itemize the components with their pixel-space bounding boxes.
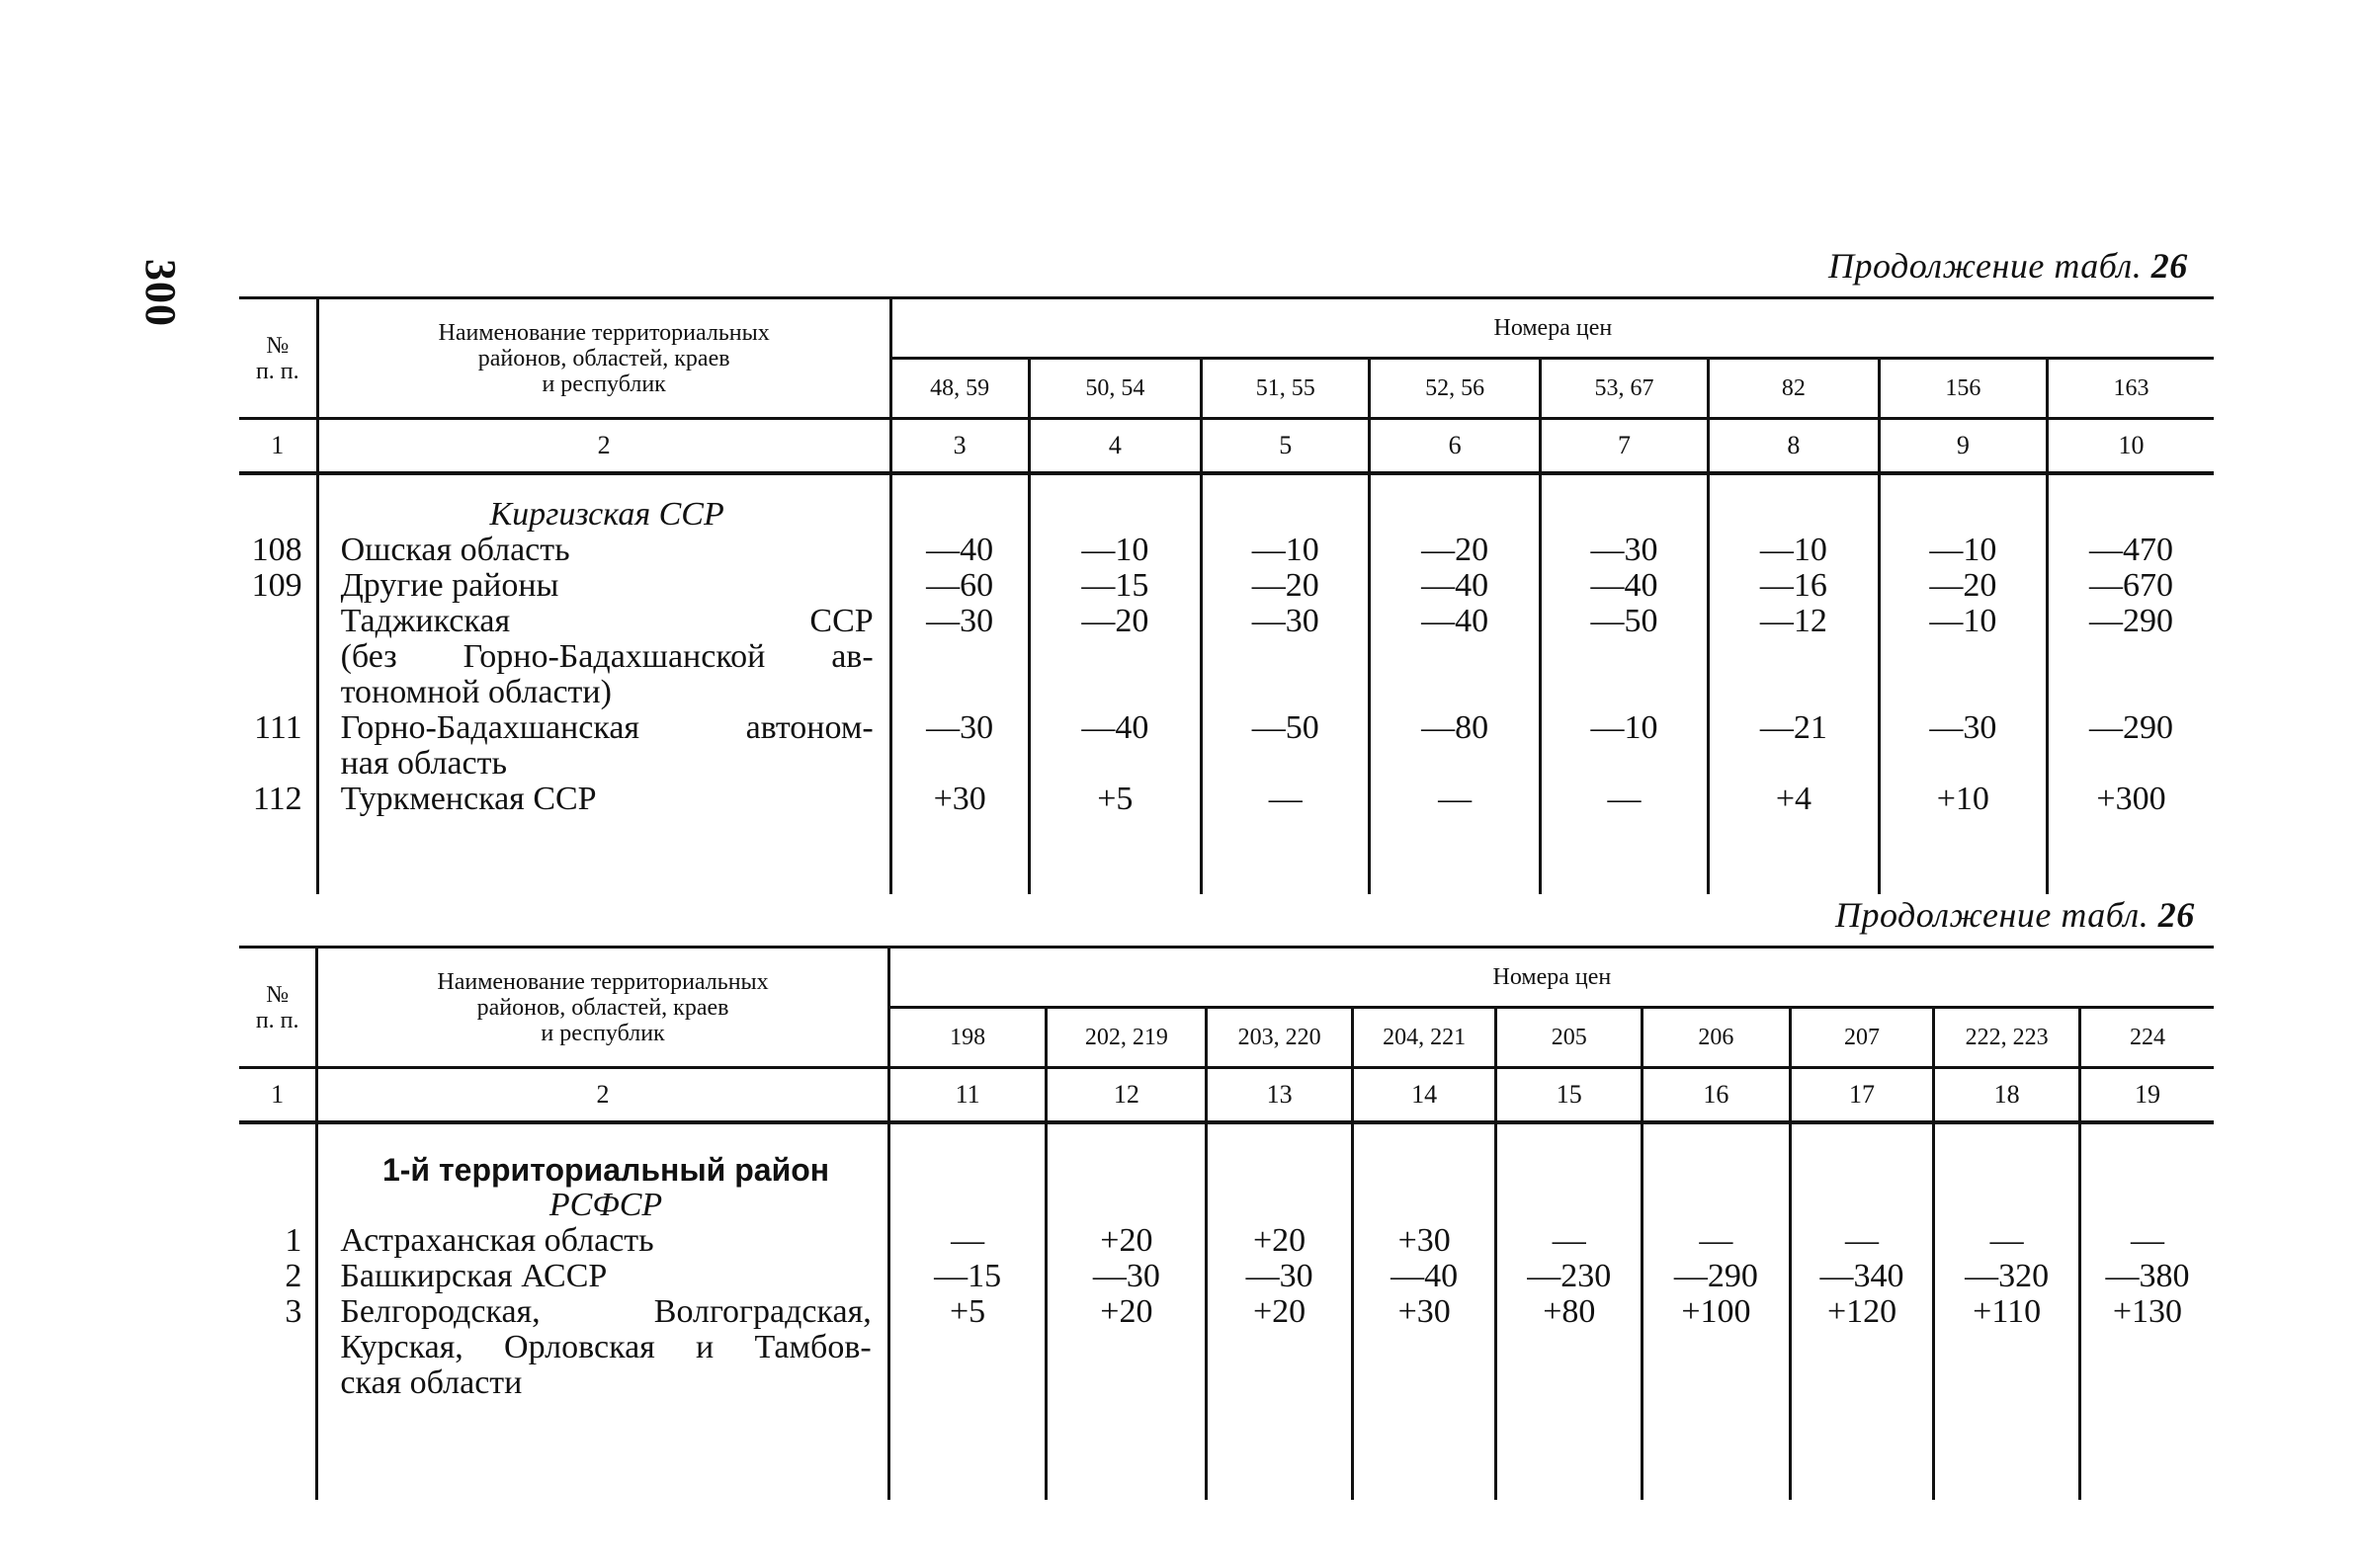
price-value	[1208, 1365, 1351, 1401]
price-value	[1031, 497, 1200, 533]
price-value	[1792, 1365, 1933, 1401]
price-value	[1710, 675, 1877, 710]
price-value: —40	[1390, 1258, 1459, 1294]
price-number: 203, 220	[1207, 1008, 1353, 1068]
price-value	[1935, 1365, 2078, 1401]
price-value	[890, 1365, 1046, 1401]
row-number	[239, 497, 302, 533]
value-column	[1934, 1122, 2080, 1500]
price-number: 207	[1790, 1008, 1934, 1068]
column-index: 2	[317, 1068, 888, 1123]
price-number: 163	[2048, 359, 2215, 419]
row-name: Белгородская, Волгоградская,	[340, 1293, 872, 1330]
price-value: —10	[1929, 603, 1997, 639]
column-index: 1	[239, 1068, 317, 1123]
price-value: —340	[1819, 1258, 1904, 1294]
price-value	[1203, 497, 1368, 533]
price-value: —40	[1421, 603, 1489, 639]
price-value: +5	[1097, 781, 1134, 817]
price-value	[1371, 497, 1538, 533]
price-value	[1497, 1330, 1641, 1365]
price-value: —230	[1527, 1258, 1612, 1294]
row-number: 111	[254, 709, 302, 746]
row-name: Башкирская АССР	[340, 1258, 608, 1294]
value-column	[2048, 473, 2215, 894]
price-number: 51, 55	[1202, 359, 1370, 419]
price-table-2	[239, 946, 2214, 1500]
price-value: —	[1699, 1222, 1733, 1259]
price-value	[2049, 639, 2214, 675]
price-value	[1792, 1330, 1933, 1365]
row-number	[239, 1365, 301, 1401]
price-table-1	[239, 296, 2214, 894]
price-value	[1710, 497, 1877, 533]
price-value: —670	[2089, 567, 2173, 604]
price-value	[1048, 1188, 1205, 1223]
price-value: —60	[926, 567, 994, 604]
price-value: —20	[1081, 603, 1149, 639]
price-value: —30	[926, 603, 994, 639]
price-value	[1354, 1152, 1495, 1188]
price-value	[1935, 1330, 2078, 1365]
column-index: 1	[239, 419, 317, 474]
header-number: № п. п.	[239, 948, 317, 1068]
page-number: 300	[136, 259, 185, 327]
price-value	[1354, 1330, 1495, 1365]
row-name: (без Горно-Бадахшанской ав-	[340, 638, 874, 675]
value-column	[1370, 473, 1540, 894]
column-index: 4	[1029, 419, 1201, 474]
value-column	[1790, 1122, 1934, 1500]
name-column	[317, 1122, 888, 1500]
price-value: —40	[1421, 567, 1489, 604]
price-value: +80	[1543, 1293, 1596, 1330]
price-value	[1710, 639, 1877, 675]
price-value: —470	[2089, 532, 2173, 568]
row-name: Таджикская ССР	[340, 603, 874, 639]
column-index: 11	[888, 1068, 1047, 1123]
row-number	[239, 675, 302, 710]
number-column	[239, 1122, 317, 1500]
row-number	[239, 1330, 301, 1365]
price-value	[1031, 675, 1200, 710]
row-name: РСФСР	[548, 1187, 663, 1223]
value-column	[1207, 1122, 1353, 1500]
header-prices: Номера цен	[888, 948, 2214, 1008]
price-value: —380	[2105, 1258, 2190, 1294]
row-number: 112	[252, 781, 302, 817]
price-value: +110	[1973, 1293, 2042, 1330]
column-index: 16	[1643, 1068, 1791, 1123]
price-value	[1354, 1188, 1495, 1223]
price-value: —80	[1421, 709, 1489, 746]
price-value: —30	[926, 709, 994, 746]
price-value	[1203, 639, 1368, 675]
price-value	[1643, 1365, 1789, 1401]
price-value	[1542, 746, 1707, 782]
value-column	[1352, 1122, 1496, 1500]
column-index: 19	[2079, 1068, 2214, 1123]
column-index: 7	[1540, 419, 1708, 474]
price-value: +120	[1826, 1293, 1897, 1330]
header-prices: Номера цен	[890, 298, 2214, 359]
value-column	[1202, 473, 1370, 894]
price-value: —290	[2089, 603, 2173, 639]
value-column	[888, 1122, 1047, 1500]
price-value	[2049, 746, 2214, 782]
price-value	[1643, 1188, 1789, 1223]
value-column	[1540, 473, 1708, 894]
price-value	[1935, 1188, 2078, 1223]
price-value: —10	[1590, 709, 1658, 746]
price-value: —290	[1673, 1258, 1758, 1294]
price-value: —	[1845, 1222, 1880, 1259]
row-name: Ошская область	[340, 532, 570, 568]
price-value	[892, 497, 1028, 533]
price-value: +30	[933, 781, 986, 817]
row-number: 108	[251, 532, 302, 568]
value-column	[2079, 1122, 2214, 1500]
price-number: 205	[1496, 1008, 1643, 1068]
row-name: Другие районы	[340, 567, 559, 604]
price-number: 198	[888, 1008, 1047, 1068]
row-number	[239, 1152, 301, 1188]
row-name: Киргизская ССР	[489, 496, 724, 533]
row-number: 3	[285, 1293, 302, 1330]
header-name: Наименование территориальных районов, областей, краев и республик	[317, 298, 890, 419]
price-value: +5	[950, 1293, 986, 1330]
price-value: +300	[2096, 781, 2166, 817]
price-value: —10	[1081, 532, 1149, 568]
column-index: 3	[890, 419, 1029, 474]
price-value	[1643, 1330, 1789, 1365]
row-name: Астраханская область	[340, 1222, 654, 1259]
price-value	[1048, 1152, 1205, 1188]
row-name: Туркменская ССР	[340, 781, 597, 817]
price-value	[1203, 746, 1368, 782]
price-number: 202, 219	[1047, 1008, 1207, 1068]
price-value: —40	[1081, 709, 1149, 746]
price-value	[1371, 746, 1538, 782]
price-value	[1881, 639, 2046, 675]
row-name: тономной области)	[340, 674, 612, 710]
price-value: —50	[1590, 603, 1658, 639]
price-value	[1208, 1330, 1351, 1365]
price-value: —	[2130, 1222, 2164, 1259]
price-value	[1792, 1152, 1933, 1188]
price-value	[2081, 1188, 2214, 1223]
price-value: —30	[1251, 603, 1319, 639]
table-caption	[1835, 894, 2195, 936]
column-index: 17	[1790, 1068, 1934, 1123]
table-body	[239, 473, 2214, 894]
price-value	[1048, 1330, 1205, 1365]
price-number: 224	[2079, 1008, 2214, 1068]
value-column	[1047, 1122, 1207, 1500]
caption-number: 26	[2157, 895, 2195, 935]
column-index-row	[239, 1068, 2214, 1123]
value-column	[1709, 473, 1879, 894]
price-value: —30	[1092, 1258, 1160, 1294]
price-value: —	[1552, 1222, 1586, 1259]
price-value	[890, 1188, 1046, 1223]
price-value: +100	[1681, 1293, 1751, 1330]
row-name: 1-й территориальный район	[381, 1152, 830, 1188]
price-value: —	[1438, 781, 1473, 817]
price-value	[1542, 497, 1707, 533]
value-column	[1879, 473, 2047, 894]
price-value	[890, 1330, 1046, 1365]
price-value: —10	[1759, 532, 1827, 568]
row-number	[239, 1188, 301, 1223]
price-value	[1497, 1152, 1641, 1188]
price-value: —20	[1251, 567, 1319, 604]
price-value: —30	[1590, 532, 1658, 568]
price-number: 222, 223	[1934, 1008, 2080, 1068]
price-value	[1371, 639, 1538, 675]
price-number: 204, 221	[1352, 1008, 1496, 1068]
column-index: 10	[2048, 419, 2215, 474]
price-value	[1881, 497, 2046, 533]
price-value	[1203, 675, 1368, 710]
price-value: —20	[1421, 532, 1489, 568]
column-index: 12	[1047, 1068, 1207, 1123]
caption-text: Продолжение табл.	[1828, 246, 2151, 286]
price-value	[1935, 1152, 2078, 1188]
price-value: —40	[926, 532, 994, 568]
value-column	[1643, 1122, 1791, 1500]
price-value	[892, 675, 1028, 710]
price-value	[1497, 1188, 1641, 1223]
price-value	[1792, 1188, 1933, 1223]
price-value	[1048, 1365, 1205, 1401]
price-value: —40	[1590, 567, 1658, 604]
price-value: —30	[1245, 1258, 1313, 1294]
name-column	[317, 473, 890, 894]
price-value	[1031, 746, 1200, 782]
price-value: —10	[1251, 532, 1319, 568]
price-number: 156	[1879, 359, 2047, 419]
table-body	[239, 1122, 2214, 1500]
row-number	[239, 746, 302, 782]
price-value: —21	[1759, 709, 1827, 746]
price-value	[1881, 746, 2046, 782]
price-value: —	[1989, 1222, 2024, 1259]
price-value	[1208, 1188, 1351, 1223]
price-value: —16	[1759, 567, 1827, 604]
price-number: 53, 67	[1540, 359, 1708, 419]
header-row	[239, 948, 2214, 1008]
price-number: 206	[1643, 1008, 1791, 1068]
value-column	[890, 473, 1029, 894]
price-number: 82	[1709, 359, 1879, 419]
column-index-row	[239, 419, 2214, 474]
price-value: +20	[1252, 1222, 1306, 1259]
row-name: Курская, Орловская и Тамбов-	[340, 1329, 872, 1365]
price-value: —	[1607, 781, 1642, 817]
price-value: —15	[934, 1258, 1002, 1294]
value-column	[1496, 1122, 1643, 1500]
column-index: 6	[1370, 419, 1540, 474]
price-value	[890, 1152, 1046, 1188]
price-value: —	[951, 1222, 985, 1259]
price-value	[1497, 1365, 1641, 1401]
price-value: —320	[1965, 1258, 2050, 1294]
price-value: —15	[1081, 567, 1149, 604]
number-column	[239, 473, 317, 894]
price-value	[892, 639, 1028, 675]
price-value: +4	[1775, 781, 1812, 817]
price-value	[1208, 1152, 1351, 1188]
price-value: —	[1268, 781, 1303, 817]
price-value: —50	[1251, 709, 1319, 746]
column-index: 15	[1496, 1068, 1643, 1123]
row-number: 1	[285, 1222, 302, 1259]
value-column	[1029, 473, 1201, 894]
column-index: 8	[1709, 419, 1879, 474]
column-index: 14	[1352, 1068, 1496, 1123]
row-name: ская области	[340, 1364, 523, 1401]
price-value	[1031, 639, 1200, 675]
price-value: —20	[1929, 567, 1997, 604]
caption-text: Продолжение табл.	[1835, 895, 2158, 935]
price-value: +30	[1397, 1222, 1451, 1259]
column-index: 5	[1202, 419, 1370, 474]
row-name: ная область	[340, 745, 507, 782]
column-index: 2	[317, 419, 890, 474]
price-number: 52, 56	[1370, 359, 1540, 419]
price-value	[1354, 1365, 1495, 1401]
row-name: Горно-Бадахшанская автоном-	[340, 709, 874, 746]
price-value	[2081, 1365, 2214, 1401]
price-value: —12	[1759, 603, 1827, 639]
price-value: +130	[2112, 1293, 2183, 1330]
row-number: 109	[251, 567, 302, 604]
price-number: 48, 59	[890, 359, 1029, 419]
column-index: 18	[1934, 1068, 2080, 1123]
price-value	[1542, 675, 1707, 710]
column-index: 13	[1207, 1068, 1353, 1123]
price-value: +20	[1100, 1293, 1153, 1330]
price-value	[1371, 675, 1538, 710]
price-value: +20	[1100, 1222, 1153, 1259]
caption-number: 26	[2150, 246, 2188, 286]
price-value	[2049, 675, 2214, 710]
table-caption	[1828, 245, 2188, 287]
header-name: Наименование территориальных районов, областей, краев и республик	[317, 948, 888, 1068]
price-value: +20	[1252, 1293, 1306, 1330]
row-number	[239, 639, 302, 675]
price-value	[2049, 497, 2214, 533]
price-value	[1881, 675, 2046, 710]
price-value: +10	[1936, 781, 1989, 817]
column-index: 9	[1879, 419, 2047, 474]
price-value	[2081, 1330, 2214, 1365]
price-number: 50, 54	[1029, 359, 1201, 419]
price-value	[1643, 1152, 1789, 1188]
row-number: 2	[285, 1258, 302, 1294]
header-number: № п. п.	[239, 298, 317, 419]
price-value: —30	[1929, 709, 1997, 746]
header-row	[239, 298, 2214, 359]
price-value: —10	[1929, 532, 1997, 568]
price-value	[2081, 1152, 2214, 1188]
price-value	[892, 746, 1028, 782]
price-value	[1710, 746, 1877, 782]
price-value: —290	[2089, 709, 2173, 746]
price-value	[1542, 639, 1707, 675]
row-number	[239, 604, 302, 639]
price-value: +30	[1397, 1293, 1451, 1330]
